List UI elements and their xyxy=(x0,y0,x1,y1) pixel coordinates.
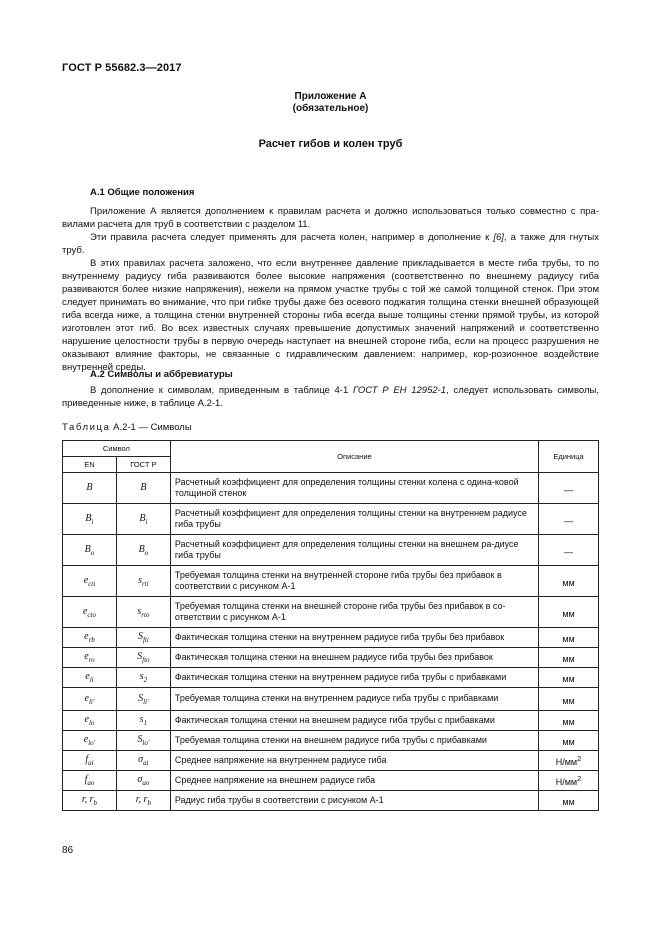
page-number: 86 xyxy=(62,845,74,856)
text-run: , следует использовать символы, приведенные ниже, в таблице А.2-1. xyxy=(62,385,599,409)
col-header-unit: Единица xyxy=(539,441,599,473)
col-header-gost: ГОСТ Р xyxy=(116,457,170,473)
unit-cell xyxy=(539,668,599,688)
unit-base: мм xyxy=(562,717,575,727)
symbol-en xyxy=(63,731,117,751)
unit-cell xyxy=(539,473,599,504)
table-row xyxy=(63,535,599,566)
symbol-en xyxy=(63,668,117,688)
symbol-subscript: cti xyxy=(88,579,96,588)
symbol-base: r, r xyxy=(81,794,94,805)
symbol-subscript: b xyxy=(147,799,151,807)
symbol-subscript: lo xyxy=(88,719,95,727)
symbol-gost xyxy=(116,688,170,711)
description-cell: Фактическая толщина стенки на внутреннем радиусе гиба трубы без прибавок xyxy=(170,628,538,648)
unit-superscript: 2 xyxy=(577,774,582,783)
symbol-base: e xyxy=(85,671,90,682)
description-cell: Расчетный коэффициент для определения толщины стенки на внутреннем радиусе гиба трубы xyxy=(170,504,538,535)
section-heading-a1: А.1 Общие положения xyxy=(90,187,195,198)
unit-cell xyxy=(539,504,599,535)
unit-cell xyxy=(539,597,599,628)
symbol-base: e xyxy=(84,692,89,704)
unit-cell xyxy=(539,771,599,791)
symbol-en xyxy=(63,473,117,504)
unit-cell xyxy=(539,688,599,711)
symbol-gost xyxy=(116,751,170,771)
description-cell: Радиус гиба трубы в соответствии с рисунком А-1 xyxy=(170,791,538,811)
table-caption-text: А.2-1 — Символы xyxy=(110,422,192,433)
unit-cell xyxy=(539,731,599,751)
symbol-base: s xyxy=(138,574,142,586)
unit-cell xyxy=(539,628,599,648)
symbol-subscript: b xyxy=(93,799,98,807)
symbol-subscript: fti xyxy=(142,636,149,644)
symbols-table xyxy=(62,440,599,811)
symbol-subscript: ro xyxy=(88,656,95,664)
unit-cell xyxy=(539,566,599,597)
symbol-base: S xyxy=(137,631,143,642)
table-row xyxy=(63,628,599,648)
section-a2-text xyxy=(62,384,599,410)
symbol-base: r, r xyxy=(135,794,148,805)
symbol-base: e xyxy=(83,734,89,745)
table-header-row xyxy=(63,441,599,457)
symbol-gost xyxy=(116,711,170,731)
description-cell: Требуемая толщина стенки на внешнем радиусе гиба трубы с прибавками xyxy=(170,731,538,751)
symbol-subscript: ao xyxy=(87,779,95,787)
description-cell: Требуемая толщина стенки на внешней стороне гиба трубы без прибавок в со-ответствии с рисунком А-1 xyxy=(170,597,538,628)
symbol-subscript: li' xyxy=(143,697,149,706)
symbol-base: s xyxy=(139,714,144,725)
description-cell: Среднее напряжение на внешнем радиусе гиба xyxy=(170,771,538,791)
paragraph xyxy=(62,384,599,410)
description-cell: Расчетный коэффициент для определения толщины стенки на внешнем ра-диусе гиба трубы xyxy=(170,535,538,566)
symbol-subscript: 2 xyxy=(143,676,148,684)
symbol-en xyxy=(63,597,117,628)
text-run: , а также для гнутых труб. xyxy=(62,232,599,256)
symbol-subscript: li xyxy=(89,676,94,684)
description-cell: Расчетный коэффициент для определения толщины стенки колена с одина-ковой толщиной стенок xyxy=(170,473,538,504)
appendix-title: Приложение А xyxy=(294,91,367,102)
symbol-base: B xyxy=(138,543,145,555)
symbol-gost xyxy=(116,791,170,811)
symbol-base: σ xyxy=(137,774,143,785)
col-header-description: Описание xyxy=(170,441,538,473)
symbol-subscript: o xyxy=(144,548,149,557)
table-row xyxy=(63,597,599,628)
symbol-base: e xyxy=(84,631,89,642)
section-a1-text xyxy=(62,205,599,374)
symbol-en xyxy=(63,566,117,597)
symbol-gost xyxy=(116,648,170,668)
description-cell: Фактическая толщина стенки на внутреннем радиусе гиба трубы с прибавками xyxy=(170,668,538,688)
main-title: Расчет гибов и колен труб xyxy=(258,138,403,150)
symbol-base: B xyxy=(140,481,147,493)
symbol-en xyxy=(63,535,117,566)
symbol-subscript: ao xyxy=(142,779,150,787)
paragraph xyxy=(62,231,599,257)
symbol-base: e xyxy=(84,651,89,662)
table-row xyxy=(63,648,599,668)
symbol-subscript: 1 xyxy=(143,719,148,727)
section-heading-a2: А.2 Символы и аббревиатуры xyxy=(90,369,233,380)
symbol-base: B xyxy=(139,512,146,524)
unit-base: Н/мм xyxy=(555,757,578,767)
symbol-base: e xyxy=(83,574,89,586)
symbol-subscript: fto xyxy=(142,656,150,664)
symbol-subscript: ai xyxy=(143,759,149,767)
text-run: В дополнение к символам, приведенным в таблице 4-1 xyxy=(90,385,353,396)
symbol-subscript: ai xyxy=(88,759,94,767)
symbol-subscript: li' xyxy=(88,697,95,706)
symbol-subscript: lo' xyxy=(142,739,150,747)
unit-cell xyxy=(539,535,599,566)
symbol-en xyxy=(63,771,117,791)
unit-base: — xyxy=(564,546,574,557)
unit-cell xyxy=(539,791,599,811)
description-cell: Требуемая толщина стенки на внутренней стороне гиба трубы без прибавок в соответствии с рисунком А-1 xyxy=(170,566,538,597)
unit-base: мм xyxy=(562,674,575,684)
symbol-gost xyxy=(116,504,170,535)
symbol-subscript: i xyxy=(91,517,94,526)
symbol-en xyxy=(63,628,117,648)
unit-base: мм xyxy=(562,654,575,664)
symbol-base: σ xyxy=(138,754,144,765)
symbol-en xyxy=(63,791,117,811)
paragraph: В этих правилах расчета заложено, что если внутреннее давление прикладывается в месте гиба трубы, то по внутреннему радиусу гиба развиваются более высокие напряжения (соответственно по внешнему радиусу гиба развиваются более низкие напряжения), нежели на прямом участке трубы с той же самой толщиной стенок. При этом следует принимать во внимание, что при гибке трубы даже без осевого поджатия толщина стенки внешней образующей гиба всегда ниже, а толщина стенки внутренней стороны гиба всегда выше толщины стенки прямой трубы, из которой изготовлен этот гиб. Во всех известных случаях превышение допустимых значений напряжений и соответственно нарушение целостности трубы в первую очередь наступает на внешней стороне гиба, если на процесс разрушения не оказывают влияние факторы, не связанные с гидравлическим давлением: например, кор-розионное воздействие внутренней среды. xyxy=(62,258,599,373)
symbol-base: S xyxy=(138,692,144,704)
symbol-base: f xyxy=(84,774,88,785)
symbol-gost xyxy=(116,731,170,751)
symbol-base: B xyxy=(84,543,91,555)
symbol-gost xyxy=(116,535,170,566)
table-row xyxy=(63,791,599,811)
unit-cell xyxy=(539,711,599,731)
symbol-base: e xyxy=(84,714,89,725)
unit-base: мм xyxy=(562,797,575,807)
table-row xyxy=(63,504,599,535)
symbol-gost xyxy=(116,668,170,688)
symbol-gost xyxy=(116,771,170,791)
unit-base: Н/мм xyxy=(555,777,578,787)
paragraph: Приложение А является дополнением к правилам расчета и должно использоваться только совместно с пра-вилами расчета для труб в соответствии с разделом 11. xyxy=(62,206,599,230)
symbol-base: e xyxy=(82,605,88,617)
unit-base: мм xyxy=(562,695,575,706)
symbol-gost xyxy=(116,473,170,504)
unit-base: мм xyxy=(562,577,575,588)
table-row xyxy=(63,566,599,597)
description-cell: Фактическая толщина стенки на внешнем радиусе гиба трубы без прибавок xyxy=(170,648,538,668)
col-header-symbol: Символ xyxy=(63,441,171,457)
symbol-base: S xyxy=(137,651,143,662)
reference-link: [6] xyxy=(493,232,504,243)
table-row xyxy=(63,473,599,504)
description-cell: Среднее напряжение на внутреннем радиусе гиба xyxy=(170,751,538,771)
document-header: ГОСТ Р 55682.3—2017 xyxy=(62,62,182,74)
symbol-base: B xyxy=(85,512,92,524)
unit-base: мм xyxy=(562,634,575,644)
appendix-status: (обязательное) xyxy=(292,103,369,114)
table-row xyxy=(63,668,599,688)
symbol-subscript: rb xyxy=(88,636,95,644)
symbol-subscript: cto xyxy=(87,610,96,619)
table-row xyxy=(63,751,599,771)
symbol-base: f xyxy=(85,754,89,765)
symbol-gost xyxy=(116,597,170,628)
unit-cell xyxy=(539,648,599,668)
symbol-en xyxy=(63,688,117,711)
unit-base: мм xyxy=(562,608,575,619)
standard-reference: ГОСТ Р ЕН 12952-1 xyxy=(352,385,447,396)
col-header-en: EN xyxy=(63,457,117,473)
symbol-subscript: o xyxy=(90,548,95,557)
unit-base: мм xyxy=(562,737,575,747)
unit-base: — xyxy=(564,515,574,526)
symbol-gost xyxy=(116,628,170,648)
unit-cell xyxy=(539,751,599,771)
description-cell: Требуемая толщина стенки на внутреннем радиусе гиба трубы с прибавками xyxy=(170,688,538,711)
symbol-en xyxy=(63,711,117,731)
unit-superscript: 2 xyxy=(577,754,582,763)
unit-base: — xyxy=(564,484,574,495)
symbol-subscript: rto xyxy=(141,610,150,619)
symbol-subscript: lo' xyxy=(88,739,96,747)
symbol-subscript: i xyxy=(145,517,148,526)
text-run: Эти правила расчета следует применять для расчета колен, например в дополнение к xyxy=(90,232,494,243)
symbol-en xyxy=(63,504,117,535)
symbol-en xyxy=(63,648,117,668)
description-cell: Фактическая толщина стенки на внешнем радиусе гиба трубы с прибавками xyxy=(170,711,538,731)
symbol-gost xyxy=(116,566,170,597)
table-caption-label: Таблица xyxy=(62,422,111,433)
table-row xyxy=(63,731,599,751)
table-row xyxy=(63,771,599,791)
symbol-base: B xyxy=(86,481,93,493)
table-row xyxy=(63,711,599,731)
symbol-en xyxy=(63,751,117,771)
symbol-base: s xyxy=(139,671,144,682)
symbol-base: s xyxy=(137,605,142,617)
symbol-subscript: rti xyxy=(142,579,149,588)
table-row xyxy=(63,688,599,711)
symbol-base: S xyxy=(137,734,143,745)
table-caption xyxy=(62,422,192,433)
